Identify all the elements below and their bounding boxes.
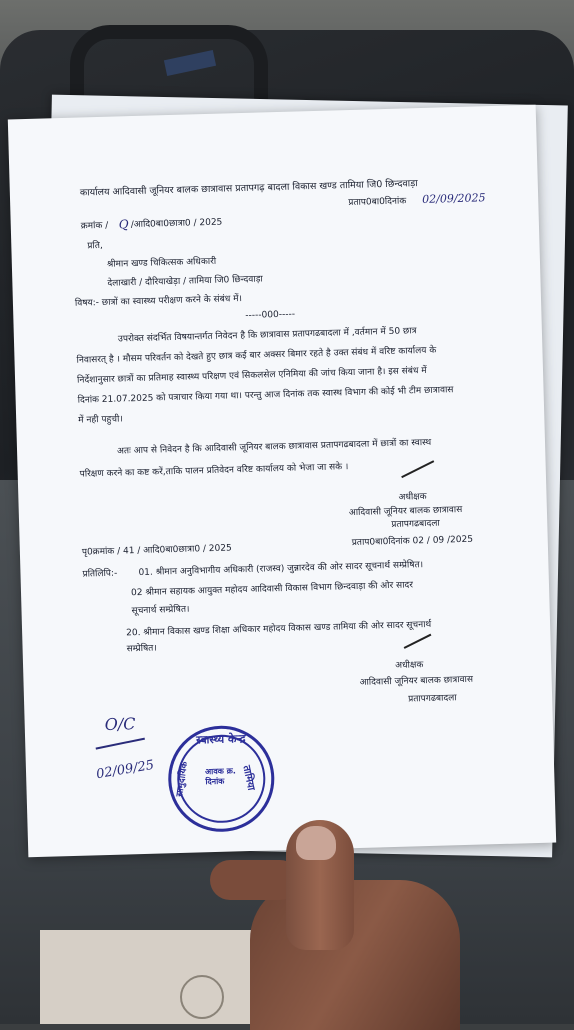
holding-hand [210,820,470,1024]
copy-line: 01. श्रीमान अनुविभागीय अधिकारी (राजस्व) जुन्नारदेव की ओर सादर सूचनार्थ सम्प्रेषित। [138,560,424,579]
sign1-place: प्रतापगढबादला [391,518,440,530]
body-line: निर्देशानुसार छात्रों का प्रतिमाह स्वास्थ्य परिक्षण एवं सिकलसेल एनिमिया की जांच किया जाना है। इस संबंध में [76,365,427,386]
endorse-date: प्रताप0बा0दिनांक 02 / 09 /2025 [351,534,474,549]
date-label: प्रताप0बा0दिनांक [348,196,407,209]
header-office: कार्यालय आदिवासी जूनियर बालक छात्रावास प्रतापगढ़ बादला विकास खण्ड तामिया जि0 छिन्दवाड़ा [79,178,418,199]
handwritten-note: O/C [104,714,136,735]
sign2-place: प्रतापगढबादला [408,693,457,705]
stamp-left: सामुदायिक [175,760,191,798]
addressee-line1: श्रीमान खण्ड चिकित्सक अधिकारी [106,256,217,270]
copy-line: सूचनार्थ सम्प्रेषित। [131,604,190,617]
handwritten-signature [96,738,145,750]
endorse-ref: पृ0क्रमांक / 41 / आदि0बा0छात्रा0 / 2025 [81,543,232,558]
ref-suffix: /आदि0बा0छात्रा0 / 2025 [130,217,223,231]
copy-label: प्रतिलिपि:- [82,568,118,580]
date-value: 02/09/2025 [422,191,486,206]
signature-2 [404,634,432,649]
divider: -----000----- [245,309,296,321]
body-line: दिनांक 21.07.2025 को पत्राचार किया गया था। परन्तु आज दिनांक तक स्वास्थ विभाग की कोई भी टीम छात्रावास [77,385,454,406]
handwritten-date: 02/09/25 [95,757,156,783]
copy-line: सम्प्रेषित। [126,643,157,655]
health-centre-stamp [167,724,276,833]
thumbnail [296,826,336,860]
stamp-inner: आवक क्र. दिनांक [204,766,236,786]
stamp-top: स्वास्थ्य केन्द्र [196,732,246,747]
body-line: उपरोक्त संदर्भित विषयान्तर्गत निवेदन है कि छात्रावास प्रतापगढबादला में ,वर्तमान में 50 छात्र [117,326,417,345]
signature-1 [401,460,434,478]
subject: विषय:- छात्रों का स्वास्थ्य परीक्षण करने के संबंध में। [74,294,243,309]
copy-line: 20. श्रीमान विकास खण्ड शिक्षा अधिकार महोदय विकास खण्ड तामिया की ओर सादर सूचनार्थ [126,619,432,639]
addressee-line2: देलाखारी / दौरियाखेड़ा / तामिया जि0 छिन्दवाड़ा [107,274,263,289]
body-line: निवासरत् है । मौसम परिवर्तन को देखते हुए छात्र कई बार अक्सर बिमार रहते है उक्त संबंध में वरिष्ट कार्यालय के [76,345,437,366]
sign1-org: आदिवासी जूनियर बालक छात्रावास [348,504,463,519]
prati: प्रति, [87,240,103,252]
request-line: परिक्षण करने का कष्ट करें,ताकि पालन प्रतिवेदन वरिष्ट कार्यालय को भेजा जा सके । [79,462,349,480]
sign2-org: आदिवासी जूनियर बालक छात्रावास [359,674,474,688]
copy-line: 02 श्रीमान सहायक आयुक्त महोदय आदिवासी विकास विभाग छिन्दवाड़ा की ओर सादर [130,580,414,599]
letter-document [8,105,556,857]
sign2-title: अधीक्षक [395,660,424,671]
sign1-title: अधीक्षक [398,491,427,503]
palm [250,880,460,1030]
body-line: में नही पहुची। [78,414,123,426]
ref-value: Q [118,217,129,232]
request-line: अतः आप से निवेदन है कि आदिवासी जूनियर बालक छात्रावास प्रतापगढबादला में छात्रों का स्वास्थ [116,437,432,457]
stamp-right: तामिया [240,764,257,792]
ref-label: क्रमांक / [80,220,109,232]
